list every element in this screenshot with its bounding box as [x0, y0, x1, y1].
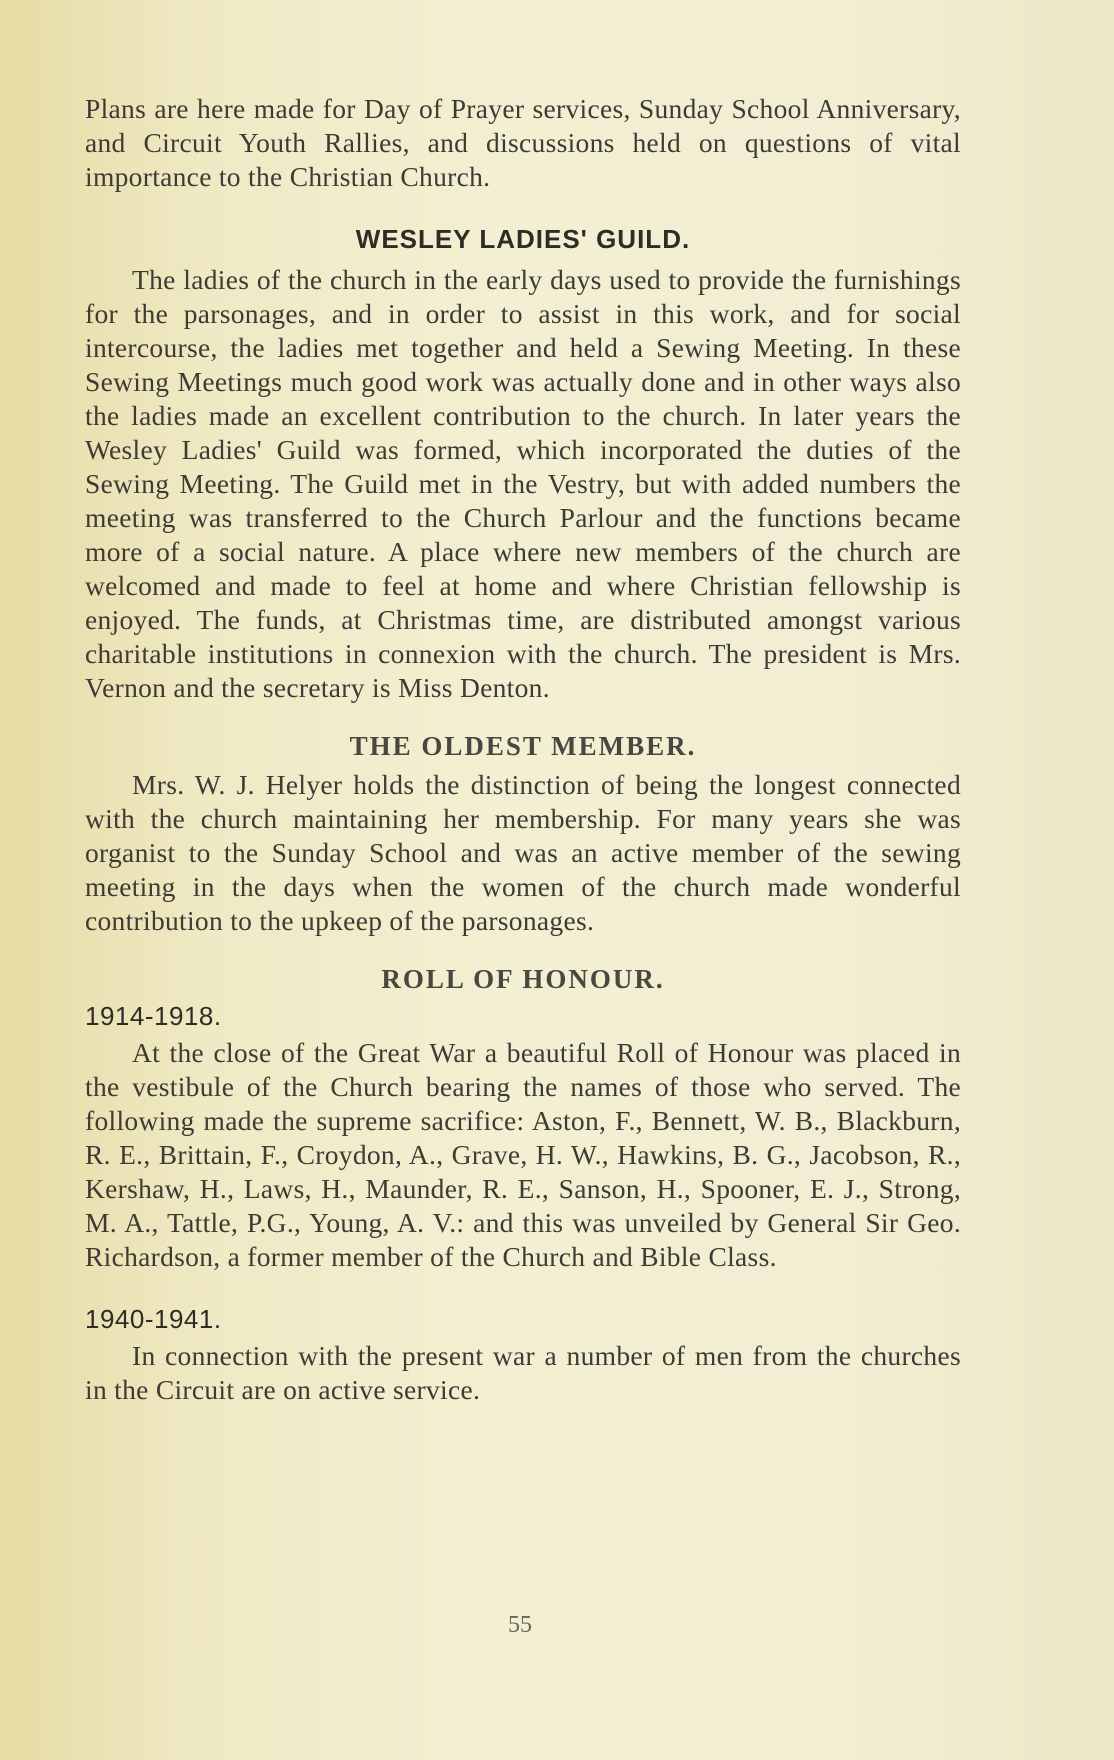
oldest-member-paragraph: Mrs. W. J. Helyer holds the distinction of being the longest connected with the church maintaining her membership. For many years she was organist to the Sunday School and was an active member of the sewing meeting in the days when the women of the church made wonderful contribution to the upkeep of the parsonages.: [85, 769, 961, 936]
ww2-date-label: 1940-1941.: [85, 1304, 222, 1334]
oldest-member-heading: THE OLDEST MEMBER.: [349, 731, 697, 761]
ww1-date-label: 1914-1918.: [85, 1001, 222, 1031]
wesley-guild-heading: WESLEY LADIES' GUILD.: [355, 224, 691, 254]
document-page: [85, 92, 961, 1407]
wesley-guild-paragraph: The ladies of the church in the early days used to provide the furnishings for the parsonages, and in order to assist in this work, and for social intercourse, the ladies met together and held a Sewing Meeting. In these Sewing Meetings much good work was actually done and in other ways also the ladies made an excellent contribution to the church. In later years the Wesley Ladies' Guild was formed, which incorporated the duties of the Sewing Meeting. The Guild met in the Vestry, but with added numbers the meeting was transferred to the Church Parlour and the functions became more of a social nature. A place where new members of the church are welcomed and made to feel at home and where Christian fellowship is enjoyed. The funds, at Christmas time, are distributed amongst various charitable institutions in connexion with the church. The president is Mrs. Vernon and the secretary is Miss Denton.: [85, 264, 961, 703]
ww1-paragraph: At the close of the Great War a beautiful Roll of Honour was placed in the vestibule of the Church bearing the names of those who served. The following made the supreme sacrifice: Aston, F., Bennett, W. B., Blackburn, R. E., Brittain, F., Croydon, A., Grave, H. W., Hawkins, B. G., Jacobson, R., Kershaw, H., Laws, H., Maunder, R. E., Sanson, H., Spooner, E. J., Strong, M. A., Tattle, P.G., Young, A. V.: and this was unveiled by General Sir Geo. Richardson, a former member of the Church and Bible Class.: [85, 1037, 961, 1272]
intro-paragraph: Plans are here made for Day of Prayer services, Sunday School Anniversary, and Circuit Youth Rallies, and discussions held on questions of vital importance to the Christian Church.: [85, 93, 961, 192]
page-number: 55: [508, 1612, 532, 1638]
ww2-paragraph: In connection with the present war a number of men from the churches in the Circuit are on active service.: [85, 1340, 961, 1405]
roll-of-honour-heading: ROLL OF HONOUR.: [381, 964, 665, 994]
